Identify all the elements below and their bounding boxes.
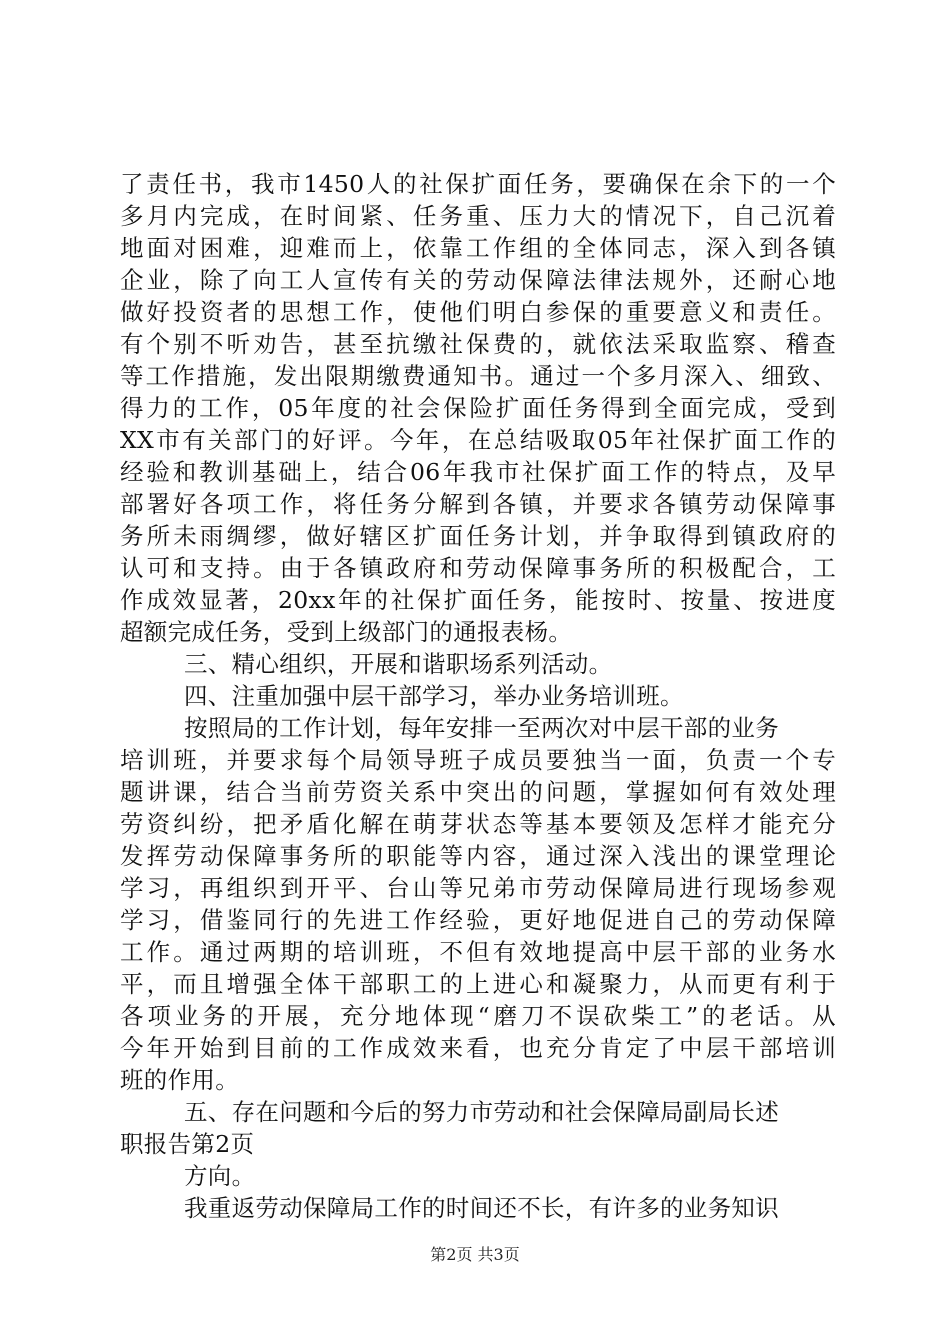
body-line-20: 题讲课，结合当前劳资关系中突出的问题，掌握如何有效处理 [120,778,836,806]
body-line-6: 有个别不听劝告，甚至抗缴社保费的，就依法采取监察、稽查 [120,330,836,358]
body-line-32: 方向。 [184,1162,256,1190]
body-line-21: 劳资纠纷，把矛盾化解在萌芽状态等基本要领及怎样才能充分 [120,810,836,838]
body-line-26: 平，而且增强全体干部职工的上进心和凝聚力，从而更有利于 [120,970,836,998]
body-line-13: 认可和支持。由于各镇政府和劳动保障事务所的积极配合，工 [120,554,836,582]
body-line-19: 培训班，并要求每个局领导班子成员要独当一面，负责一个专 [120,746,836,774]
body-line-23: 学习，再组织到开平、台山等兄弟市劳动保障局进行现场参观 [120,874,836,902]
body-line-33: 我重返劳动保障局工作的时间还不长，有许多的业务知识 [184,1194,779,1222]
body-line-14: 作成效显著，20xx年的社保扩面任务，能按时、按量、按进度 [120,586,836,614]
body-line-22: 发挥劳动保障事务所的职能等内容，通过深入浅出的课堂理论 [120,842,836,870]
body-line-24: 学习，借鉴同行的先进工作经验，更好地促进自己的劳动保障 [120,906,836,934]
body-line-11: 部署好各项工作，将任务分解到各镇，并要求各镇劳动保障事 [120,490,836,518]
body-line-12: 务所未雨绸缪，做好辖区扩面任务计划，并争取得到镇政府的 [120,522,836,550]
body-line-5: 做好投资者的思想工作，使他们明白参保的重要意义和责任。 [120,298,836,326]
body-line-10: 经验和教训基础上，结合06年我市社保扩面工作的特点，及早 [120,458,836,486]
body-line-7: 等工作措施，发出限期缴费通知书。通过一个多月深入、细致、 [120,362,836,390]
document-body [120,168,836,1224]
body-line-4: 企业，除了向工人宣传有关的劳动保障法律法规外，还耐心地 [120,266,836,294]
section-heading-3: 三、精心组织，开展和谐职场系列活动。 [184,650,613,678]
body-line-8: 得力的工作，05年度的社会保险扩面任务得到全面完成，受到 [120,394,836,422]
body-line-3: 地面对困难，迎难而上，依靠工作组的全体同志，深入到各镇 [120,234,836,262]
page-footer: 第2页 共3页 [430,1245,520,1264]
body-line-2: 多月内完成，在时间紧、任务重、压力大的情况下，自己沉着 [120,202,836,230]
section-heading-5-continued: 职报告第2页 [120,1130,255,1158]
body-line-28: 今年开始到目前的工作成效来看，也充分肯定了中层干部培训 [120,1034,836,1062]
body-line-18: 按照局的工作计划，每年安排一至两次对中层干部的业务 [184,714,779,742]
body-line-9: XX市有关部门的好评。今年，在总结吸取05年社保扩面工作的 [120,426,836,454]
body-line-15: 超额完成任务，受到上级部门的通报表杨。 [120,618,573,646]
body-line-1: 了责任书，我市1450人的社保扩面任务，要确保在余下的一个 [120,170,836,198]
section-heading-5: 五、存在问题和今后的努力市劳动和社会保障局副局长述 [184,1098,779,1126]
body-line-27: 各项业务的开展，充分地体现“磨刀不误砍柴工”的老话。从 [120,1002,836,1030]
body-line-25: 工作。通过两期的培训班，不但有效地提高中层干部的业务水 [120,938,836,966]
section-heading-4: 四、注重加强中层干部学习，举办业务培训班。 [184,682,684,710]
body-line-29: 班的作用。 [120,1066,239,1094]
